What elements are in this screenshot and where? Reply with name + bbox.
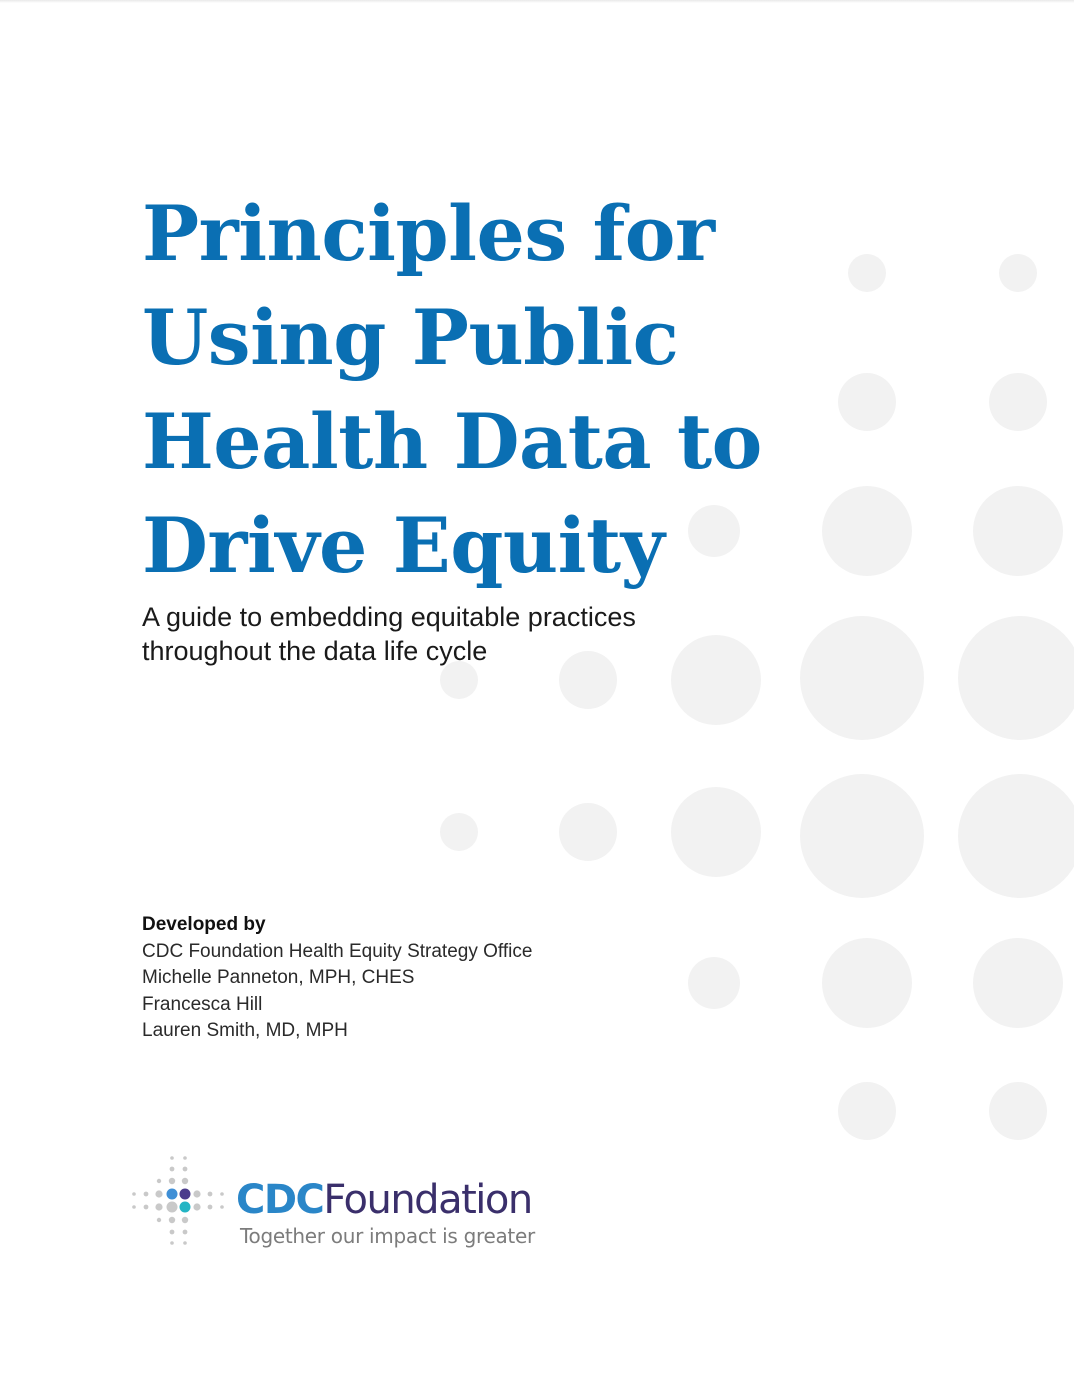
title-line: Principles for (142, 189, 715, 278)
document-subtitle (142, 600, 742, 668)
credits-block (142, 912, 532, 1045)
credit-name: Lauren Smith, MD, MPH (142, 1020, 348, 1041)
credit-name: Francesca Hill (142, 993, 263, 1015)
title-line: Using Public (142, 293, 679, 382)
title-line: Health Data to (142, 397, 762, 486)
credit-name: CDC Foundation Health Equity Strategy Office (142, 940, 533, 962)
logo-wordmark-cdc: CDC (236, 1177, 324, 1223)
cdc-foundation-logo-mark-icon (128, 1150, 228, 1250)
logo-tagline: Together our impact is greater (240, 1224, 535, 1248)
logo-wordmark (236, 1176, 532, 1224)
subtitle-line: A guide to embedding equitable practices (142, 602, 636, 632)
credits-label: Developed by (142, 914, 266, 935)
subtitle-line: throughout the data life cycle (142, 636, 488, 666)
logo-wordmark-foundation: Foundation (323, 1177, 532, 1223)
cdc-foundation-logo (128, 1150, 568, 1260)
credit-name: Michelle Panneton, MPH, CHES (142, 967, 415, 988)
document-title (142, 182, 782, 598)
title-line: Drive Equity (142, 501, 665, 590)
